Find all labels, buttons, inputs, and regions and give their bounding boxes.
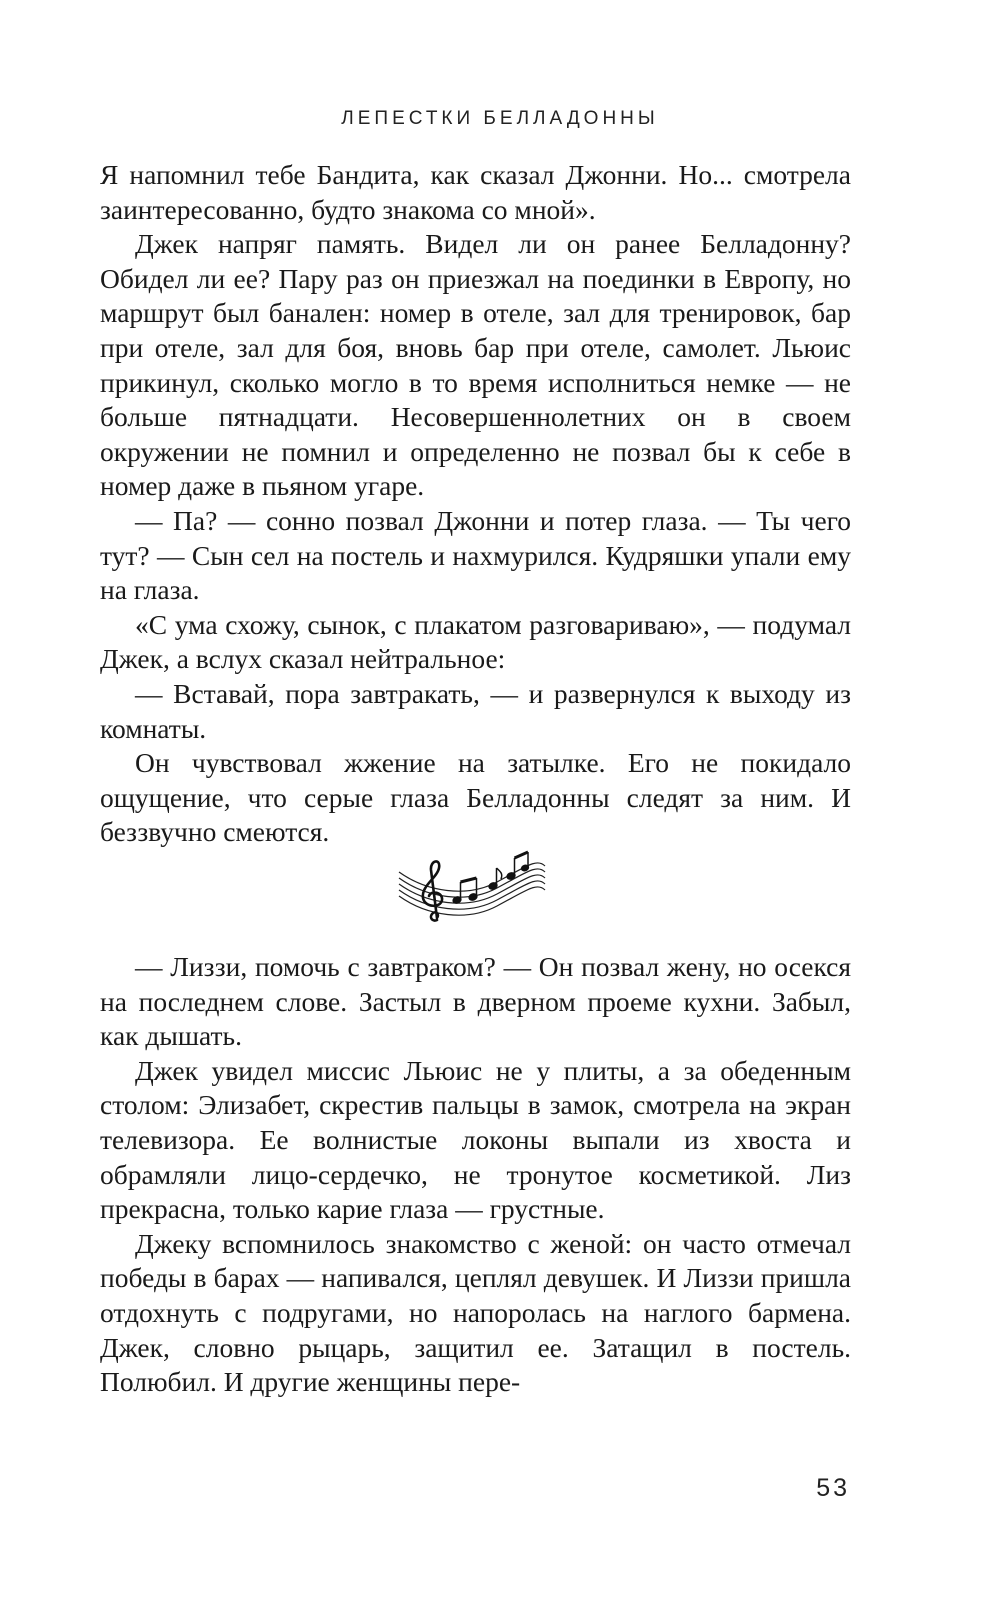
text-section-2 <box>100 950 851 1400</box>
paragraph: Он чувствовал жжение на затылке. Его не покидало ощущение, что серые глаза Белладонны следят за ним. И беззвучно смеются. <box>100 747 851 848</box>
paragraph: Я напомнил тебе Бандита, как сказал Джонни. Но... смотрела заинтересованно, будто знакома со мной». <box>100 159 851 225</box>
text-section-1 <box>100 158 851 850</box>
running-head: ЛЕПЕСТКИ БЕЛЛАДОННЫ <box>341 108 659 129</box>
paragraph: — Вставай, пора завтракать, — и развернулся к выходу из комнаты. <box>100 677 851 744</box>
music-staff-treble-clef-icon <box>397 848 547 928</box>
paragraph: Джек напряг память. Видел ли он ранее Белладонну? Обидел ли ее? Пару раз он приезжал на поединки в Европу, но маршрут был банален: номер в отеле, зал для тренировок, бар при отеле, зал для боя, вновь бар при отеле, самолет. Льюис прикинул, сколько могло в то время исполниться немке — не больше пятнадцати. Несовершеннолетних он в своем окружении не помнил и определенно не позвал бы к себе в номер даже в пьяном угаре. <box>100 228 851 502</box>
paragraph: «С ума схожу, сынок, с плакатом разговариваю», — подумал Джек, а вслух сказал нейтральное: <box>100 608 851 675</box>
page-number: 53 <box>816 1474 850 1502</box>
paragraph: Джеку вспомнилось знакомство с женой: он часто отмечал победы в барах — напивался, цеплял девушек. И Лиззи пришла отдохнуть с подругами, но напоролась на наглого бармена. Джек, словно рыцарь, защитил ее. Затащил в постель. Полюбил. И другие женщины пере- <box>100 1227 851 1398</box>
paragraph: — Лиззи, помочь с завтраком? — Он позвал жену, но осекся на последнем слове. Застыл в дверном проеме кухни. Забыл, как дышать. <box>100 951 851 1052</box>
paragraph: — Па? — сонно позвал Джонни и потер глаза. — Ты чего тут? — Сын сел на постель и нахмурился. Кудряшки упали ему на глаза. <box>100 504 851 606</box>
paragraph: Джек увидел миссис Льюис не у плиты, а за обеденным столом: Элизабет, скрестив пальцы в замок, смотрела на экран телевизора. Ее волнистые локоны выпали из хвоста и обрамляли лицо-сердечко, не тронутое косметикой. Лиз прекрасна, только карие глаза — грустные. <box>100 1054 851 1225</box>
